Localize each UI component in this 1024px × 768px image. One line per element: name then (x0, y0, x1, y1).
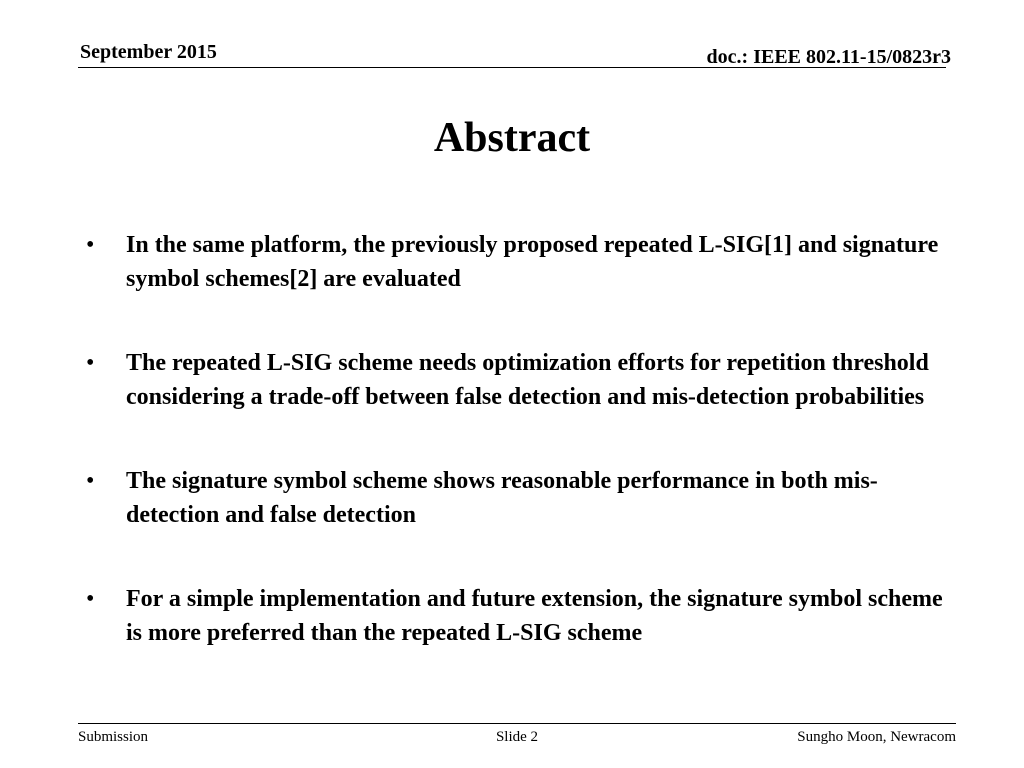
slide-title: Abstract (433, 115, 591, 161)
footer-divider (78, 723, 956, 724)
footer-author: Sungho Moon, Newracom (797, 729, 956, 745)
header-doc-id: doc.: IEEE 802.11-15/0823r3 (706, 46, 951, 68)
bullet-text: In the same platform, the previously proposed repeated L-SIG[1] and signature symbol schemes[2] are evaluated (126, 232, 939, 292)
bullet-text: For a simple implementation and future extension, the signature symbol scheme is more preferred than the repeated L-SIG scheme (126, 586, 943, 646)
bullet-item (86, 582, 946, 650)
header-date: September 2015 (80, 41, 217, 63)
bullet-item (86, 464, 946, 532)
footer-slide-number: Slide 2 (495, 729, 539, 745)
bullet-dot-icon: • (86, 232, 95, 258)
bullet-dot-icon: • (86, 468, 95, 494)
bullet-text: The signature symbol scheme shows reasonable performance in both mis-detection and false detection (126, 468, 878, 528)
header-divider (78, 67, 946, 68)
bullet-list (86, 228, 946, 700)
bullet-dot-icon: • (86, 586, 95, 612)
bullet-dot-icon: • (86, 350, 95, 376)
footer-submission: Submission (78, 729, 149, 745)
bullet-item (86, 346, 946, 414)
bullet-text: The repeated L-SIG scheme needs optimization efforts for repetition threshold considering a trade-off between false detection and mis-detection probabilities (126, 350, 929, 410)
bullet-item (86, 228, 946, 296)
